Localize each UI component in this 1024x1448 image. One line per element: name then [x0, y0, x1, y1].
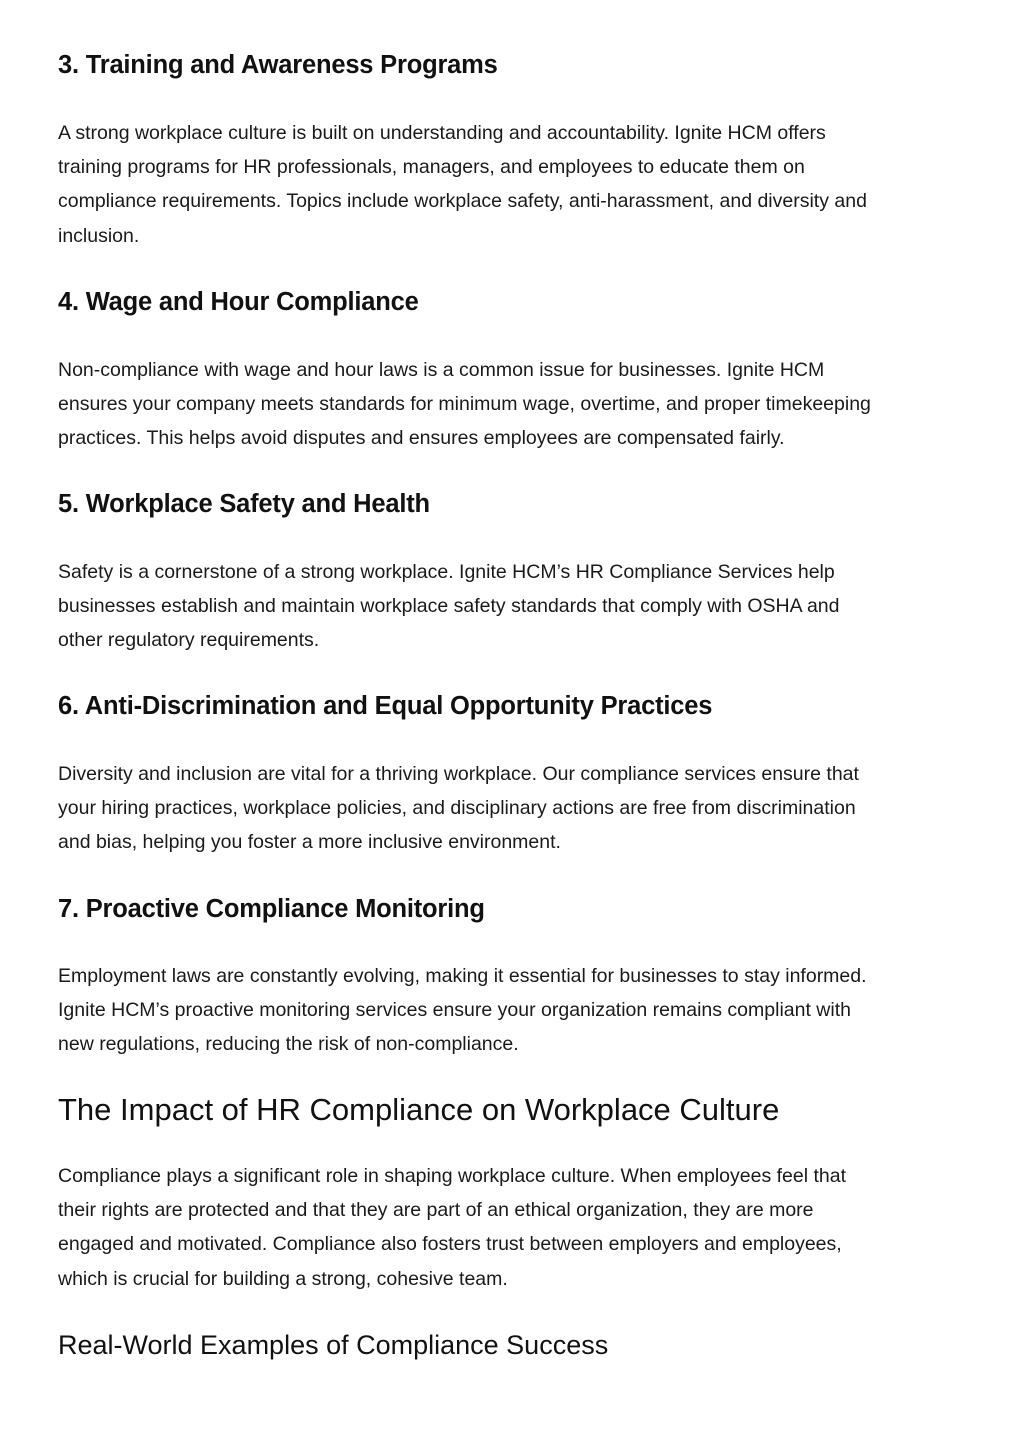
section-6-paragraph: [58, 757, 978, 860]
paragraph-line: Employment laws are constantly evolving, making it essential for businesses to stay informed.: [58, 965, 867, 987]
section-4-heading: 4. Wage and Hour Compliance: [58, 288, 419, 316]
paragraph-line: engaged and motivated. Compliance also fosters trust between employers and employees,: [58, 1233, 842, 1256]
paragraph-line: Safety is a cornerstone of a strong workplace. Ignite HCM’s HR Compliance Services help: [58, 561, 835, 583]
section-3-heading: 3. Training and Awareness Programs: [58, 51, 498, 79]
paragraph-line: compliance requirements. Topics include workplace safety, anti-harassment, and diversity and: [58, 190, 867, 213]
paragraph-line: Diversity and inclusion are vital for a thriving workplace. Our compliance services ensure that: [58, 763, 859, 785]
impact-paragraph: [58, 1159, 978, 1296]
section-7-heading: 7. Proactive Compliance Monitoring: [58, 895, 485, 923]
section-7-paragraph: [58, 959, 978, 1062]
paragraph-line: inclusion.: [58, 224, 140, 247]
impact-heading: The Impact of HR Compliance on Workplace Culture: [58, 1092, 780, 1127]
paragraph-line: new regulations, reducing the risk of non-compliance.: [58, 1033, 519, 1056]
section-4-paragraph: [58, 353, 978, 456]
section-5-heading: 5. Workplace Safety and Health: [58, 490, 430, 518]
section-3-paragraph: [58, 116, 978, 253]
paragraph-line: Ignite HCM’s proactive monitoring services ensure your organization remains compliant with: [58, 999, 851, 1022]
paragraph-line: their rights are protected and that they are part of an ethical organization, they are more: [58, 1199, 814, 1222]
examples-heading: Real-World Examples of Compliance Success: [58, 1330, 609, 1360]
paragraph-line: A strong workplace culture is built on understanding and accountability. Ignite HCM offers: [58, 122, 826, 144]
section-5-paragraph: [58, 555, 978, 658]
paragraph-line: your hiring practices, workplace policies, and disciplinary actions are free from discrimination: [58, 797, 856, 820]
paragraph-line: Non-compliance with wage and hour laws is a common issue for businesses. Ignite HCM: [58, 359, 825, 381]
paragraph-line: ensures your company meets standards for minimum wage, overtime, and proper timekeeping: [58, 393, 871, 416]
paragraph-line: and bias, helping you foster a more inclusive environment.: [58, 831, 561, 854]
paragraph-line: training programs for HR professionals, managers, and employees to educate them on: [58, 156, 805, 179]
paragraph-line: other regulatory requirements.: [58, 629, 320, 652]
paragraph-line: Compliance plays a significant role in shaping workplace culture. When employees feel that: [58, 1165, 846, 1187]
section-6-heading: 6. Anti-Discrimination and Equal Opportunity Practices: [58, 692, 713, 720]
paragraph-line: practices. This helps avoid disputes and ensures employees are compensated fairly.: [58, 427, 785, 450]
paragraph-line: businesses establish and maintain workplace safety standards that comply with OSHA and: [58, 595, 840, 618]
paragraph-line: which is crucial for building a strong, cohesive team.: [58, 1267, 508, 1290]
